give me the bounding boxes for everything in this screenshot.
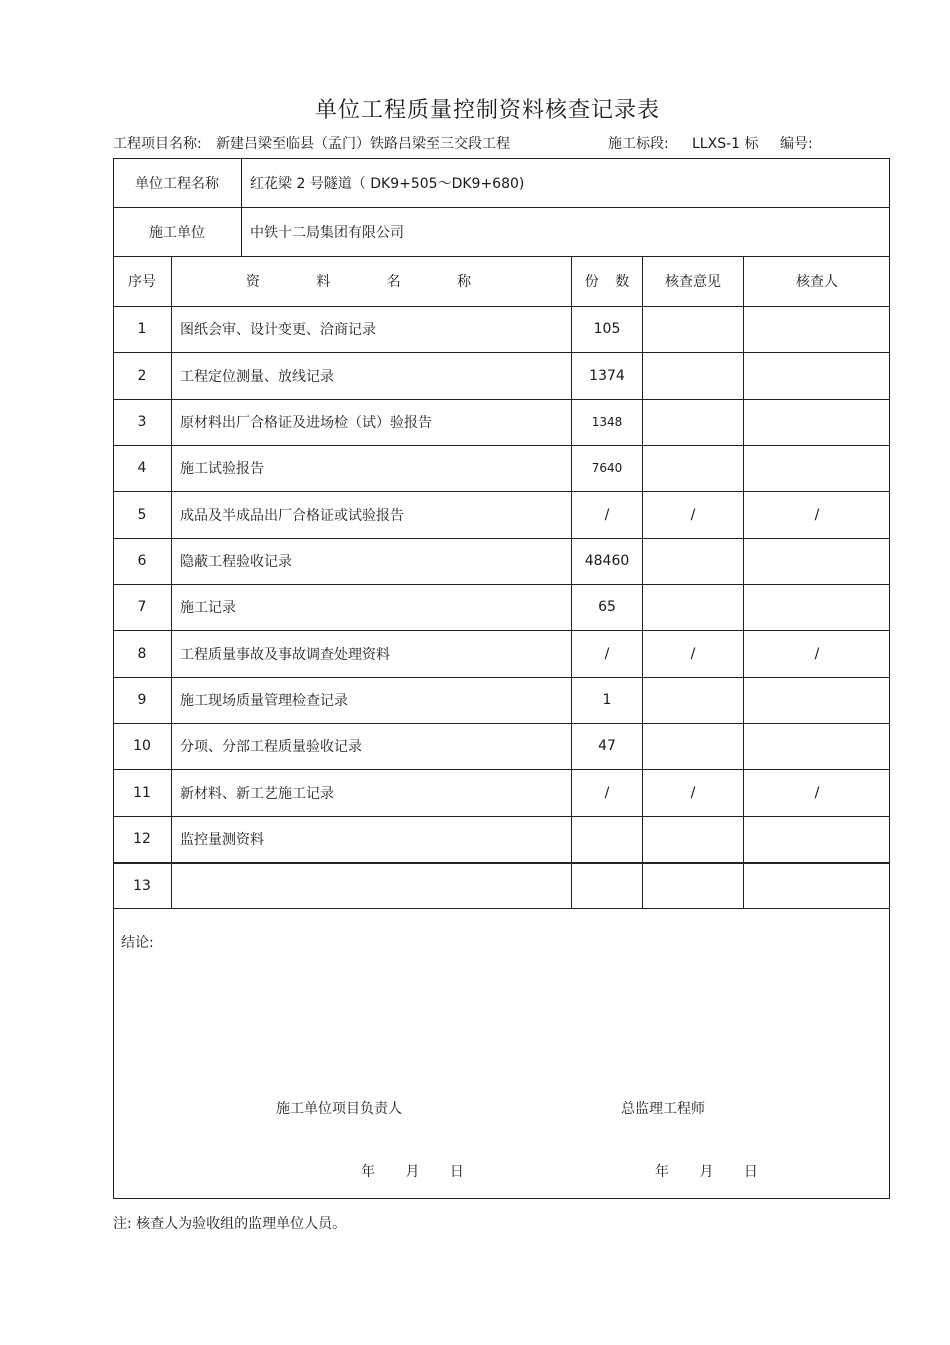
row-3-no: 3 xyxy=(137,414,147,430)
row-2-name: 工程定位测量、放线记录 xyxy=(180,368,334,385)
row-7-name: 施工记录 xyxy=(180,600,236,616)
row-1-copies: 105 xyxy=(593,321,621,337)
row-2-opinion xyxy=(643,352,743,399)
unit-project-label: 单位工程名称 xyxy=(135,175,219,192)
row-2-no: 2 xyxy=(137,367,147,384)
code-label: 编号: xyxy=(780,136,813,152)
row-5-no: 5 xyxy=(137,506,147,523)
unit-project-value: 红花梁 2 号隧道（ DK9+505～DK9+680) xyxy=(250,175,525,192)
row-10-copies: 47 xyxy=(598,738,616,754)
section-value: LLXS-1 标 xyxy=(692,136,759,152)
row-8-reviewer: / xyxy=(814,645,820,662)
row-3-name: 原材料出厂合格证及进场检（试）验报告 xyxy=(180,415,432,431)
row-4-name: 施工试验报告 xyxy=(180,461,264,477)
row-3-opinion xyxy=(643,399,743,445)
date-left: 年 月 日 xyxy=(361,1164,464,1180)
row-11-reviewer: / xyxy=(814,784,820,801)
section-label: 施工标段: xyxy=(608,136,669,152)
row-4-copies: 7640 xyxy=(591,461,623,475)
col-header-copies: 份 数 xyxy=(584,274,630,290)
page-title: 单位工程质量控制资料核查记录表 xyxy=(314,98,660,123)
row-10-name: 分项、分部工程质量验收记录 xyxy=(180,739,362,755)
row-8-no: 8 xyxy=(137,645,147,662)
row-2-copies: 1374 xyxy=(589,367,625,384)
row-2-reviewer xyxy=(744,352,890,399)
row-13-reviewer xyxy=(744,863,890,908)
col-header-reviewer: 核查人 xyxy=(796,274,838,290)
row-13-name xyxy=(172,863,571,908)
date-right: 年 月 日 xyxy=(655,1164,758,1180)
row-1-opinion xyxy=(643,306,743,352)
row-7-no: 7 xyxy=(137,599,147,615)
row-6-no: 6 xyxy=(137,553,147,569)
row-8-copies: / xyxy=(604,645,610,662)
row-6-name: 隐蔽工程验收记录 xyxy=(180,554,292,570)
row-10-no: 10 xyxy=(133,738,151,754)
row-6-opinion xyxy=(643,538,743,584)
construction-unit-value: 中铁十二局集团有限公司 xyxy=(250,224,404,241)
col-header-name-text: 资 料 名 称 xyxy=(245,274,498,290)
row-6-reviewer xyxy=(744,538,890,584)
conclusion-label: 结论: xyxy=(121,935,154,951)
row-1-name: 图纸会审、设计变更、洽商记录 xyxy=(180,322,376,338)
row-7-copies: 65 xyxy=(598,599,616,615)
project-name: 新建吕梁至临县（孟门）铁路吕梁至三交段工程 xyxy=(216,136,510,152)
signer-right: 总监理工程师 xyxy=(621,1101,705,1117)
row-12-name: 监控量测资料 xyxy=(180,832,264,848)
row-13-no: 13 xyxy=(133,877,151,894)
row-3-reviewer xyxy=(744,399,890,445)
signer-left: 施工单位项目负责人 xyxy=(276,1101,402,1117)
row-12-reviewer xyxy=(744,816,890,862)
row-7-opinion xyxy=(643,584,743,630)
row-13-copies xyxy=(572,863,642,908)
row-4-no: 4 xyxy=(137,460,147,476)
row-10-reviewer xyxy=(744,723,890,769)
row-7-reviewer xyxy=(744,584,890,630)
row-12-copies xyxy=(572,816,642,862)
row-5-opinion: / xyxy=(690,506,696,523)
row-13-opinion xyxy=(643,863,743,908)
row-11-name: 新材料、新工艺施工记录 xyxy=(180,785,334,802)
project-label: 工程项目名称: xyxy=(113,136,202,152)
col-header-opinion: 核查意见 xyxy=(665,274,721,290)
row-3-copies: 1348 xyxy=(591,415,623,429)
row-6-copies: 48460 xyxy=(584,553,630,569)
row-11-no: 11 xyxy=(133,784,151,801)
row-9-name: 施工现场质量管理检查记录 xyxy=(180,693,348,709)
row-1-no: 1 xyxy=(137,321,147,337)
row-9-no: 9 xyxy=(137,692,147,708)
row-12-opinion xyxy=(643,816,743,862)
row-5-reviewer: / xyxy=(814,506,820,523)
row-9-copies: 1 xyxy=(602,692,612,708)
row-11-opinion: / xyxy=(690,784,696,801)
row-9-opinion xyxy=(643,677,743,723)
row-5-copies: / xyxy=(604,506,610,523)
row-1-reviewer xyxy=(744,306,890,352)
row-11-copies: / xyxy=(604,784,610,801)
row-5-name: 成品及半成品出厂合格证或试验报告 xyxy=(180,507,404,524)
row-12-no: 12 xyxy=(133,831,151,847)
row-10-opinion xyxy=(643,723,743,769)
col-header-no: 序号 xyxy=(128,274,156,290)
row-9-reviewer xyxy=(744,677,890,723)
row-4-reviewer xyxy=(744,445,890,491)
row-8-name: 工程质量事故及事故调查处理资料 xyxy=(180,646,390,663)
row-8-opinion: / xyxy=(690,645,696,662)
construction-unit-label: 施工单位 xyxy=(149,224,205,241)
row-divider xyxy=(113,908,890,909)
col-header-name xyxy=(172,256,571,306)
footnote: 注: 核查人为验收组的监理单位人员。 xyxy=(113,1216,347,1232)
row-4-opinion xyxy=(643,445,743,491)
